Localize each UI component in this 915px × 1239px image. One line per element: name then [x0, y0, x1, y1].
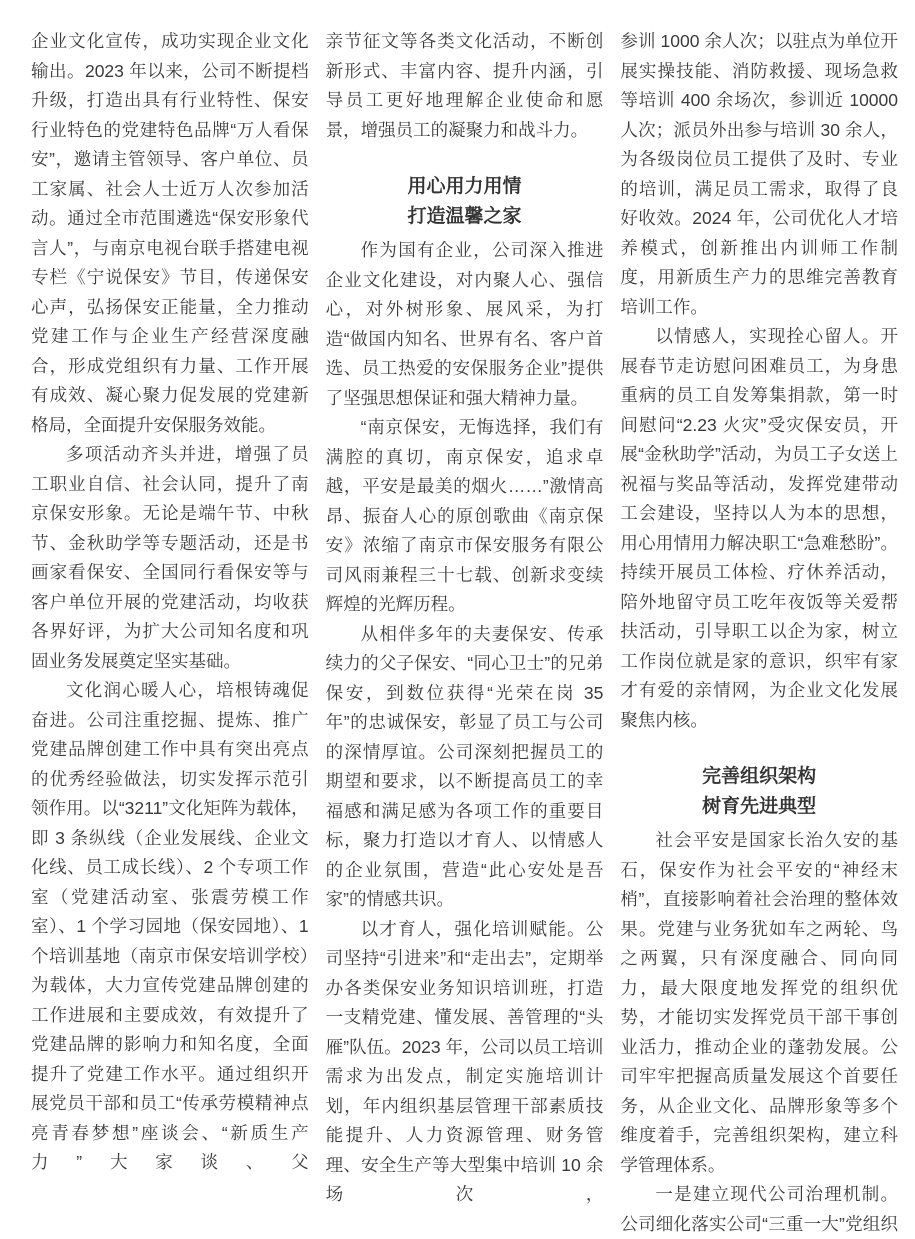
- paragraph: 以才育人，强化培训赋能。公司坚持“引进来”和“走出去”，定期举办各类保安业务知识培训班，打造一支精党建、懂发展、善管理的“头雁”队伍。2023 年，公司以员工培训需求为出发点，制定实施培训计划，年内组织基层管理干部素质技能提升、人力资源管理、财务管理、安全生产等大型集中培训 10 余场次，: [325, 918, 604, 1204]
- paragraph: 一是建立现代公司治理机制。公司细化落实公司“三重一大”党组织: [620, 1184, 899, 1234]
- text-column-1: [31, 27, 309, 1178]
- section-heading-line: 打造温馨之家: [407, 205, 522, 227]
- article-columns: [31, 27, 898, 1239]
- paragraph: 从相伴多年的夫妻保安、传承续力的父子保安、“同心卫士”的兄弟保安，到数位获得“光荣在岗 35 年”的忠诚保安，彰显了员工与公司的深情厚谊。公司深刻把握员工的期望和要求，以不断提高员工的幸福感和满足感为各项工作的重要目标，聚力打造以才育人、以情感人的企业氛围，营造“此心安处是吾家”的情感共识。: [325, 623, 604, 909]
- paragraph-continuation: 亲节征文等各类文化活动，不断创新形式、丰富内容、提升内涵，引导员工更好地理解企业使命和愿景，增强员工的凝聚力和战斗力。: [325, 31, 604, 140]
- section-heading: [620, 762, 898, 821]
- section-heading-line: 树育先进典型: [702, 795, 817, 817]
- section-heading-line: 用心用力用情: [407, 176, 522, 197]
- text-column-2: [326, 27, 604, 1210]
- paragraph: 以情感人，实现拴心留人。开展春节走访慰问困难员工，为身患重病的员工自发筹集捐款，第一时间慰问“2.23 火灾”受灾保安员，开展“金秋助学”活动，为员工子女送上祝福与奖品等活动，发挥党建带动工会建设，坚持以人为本的思想，用心用情用力解决职工“急难愁盼”。持续开展员工体检、疗休养活动，陪外地留守员工吃年夜饭等关爱帮扶活动，引导职工以企为家，树立工作岗位就是家的意识，织牢有家才有爱的亲情网，为企业文化发展聚焦内核。: [620, 326, 899, 730]
- paragraph-continuation: 企业文化宣传，成功实现企业文化输出。2023 年以来，公司不断提档升级，打造出具有行业特性、保安行业特色的党建特色品牌“万人看保安”，邀请主管领导、客户单位、员工家属、社会人士近万人次参加活动。通过全市范围遴选“保安形象代言人”，与南京电视台联手搭建电视专栏《宁说保安》节目，传递保安心声，弘扬保安正能量，全力推动党建工作与企业生产经营深度融合，形成党组织有力量、工作开展有成效、凝心聚力促发展的党建新格局，全面提升安保服务效能。: [31, 31, 309, 435]
- section-heading-line: 完善组织架构: [702, 766, 817, 787]
- paragraph-continuation: 参训 1000 余人次；以驻点为单位开展实操技能、消防救援、现场急救等培训 400 余场次，参训近 10000 人次；派员外出参与培训 30 余人，为各级岗位员工提供了及时、专业的培训，满足员工需求，取得了良好收效。2024 年，公司优化人才培养模式，创新推出内训师工作制度，用新质生产力的思维完善教育培训工作。: [620, 31, 899, 317]
- paragraph: 文化润心暖人心，培根铸魂促奋进。公司注重挖掘、提炼、推广党建品牌创建工作中具有突出亮点的优秀经验做法，切实发挥示范引领作用。以“3211”文化矩阵为载体，即 3 条纵线（企业发展线、企业文化线、员工成长线）、2 个专项工作室（党建活动室、张震劳模工作室）、1 个学习园地（保安园地）、1 个培训基地（南京市保安培训学校）为载体，大力宣传党建品牌创建的工作进展和主要成效，有效提升了党建品牌的影响力和知名度，全面提升了党建工作水平。通过组织开展党员干部和员工“传承劳模精神点亮青春梦想”座谈会、“新质生产力”大家谈、父: [31, 680, 309, 1172]
- paragraph: 社会平安是国家长治久安的基石，保安作为社会平安的“神经末梢”，直接影响着社会治理的整体效果。党建与业务犹如车之两轮、鸟之两翼，只有深度融合、同向同力，最大限度地发挥党的组织优势，才能切实发挥党员干部干事创业活力，推动企业的蓬勃发展。公司牢牢把握高质量发展这个首要任务，从企业文化、品牌形象等多个维度着手，完善组织架构，建立科学管理体系。: [620, 830, 899, 1175]
- paragraph: 作为国有企业，公司深入推进企业文化建设，对内聚人心、强信心，对外树形象、展风采，为打造“做国内知名、世界有名、客户首选、员工热爱的安保服务企业”提供了坚强思想保证和强大精神力量。: [325, 240, 604, 408]
- paragraph: “南京保安，无悔选择，我们有满腔的真切，南京保安，追求卓越，平安是最美的烟火……”激情高昂、振奋人心的原创歌曲《南京保安》浓缩了南京市保安服务有限公司风雨兼程三十七载、创新求变续辉煌的光辉历程。: [325, 417, 604, 614]
- section-heading: [326, 172, 604, 231]
- paragraph: 多项活动齐头并进，增强了员工职业自信、社会认同，提升了南京保安形象。无论是端午节、中秋节、金秋助学等专题活动，还是书画家看保安、全国同行看保安等与客户单位开展的党建活动，均收获各界好评，为扩大公司知名度和巩固业务发展奠定坚实基础。: [31, 444, 309, 671]
- text-column-3: [620, 27, 898, 1239]
